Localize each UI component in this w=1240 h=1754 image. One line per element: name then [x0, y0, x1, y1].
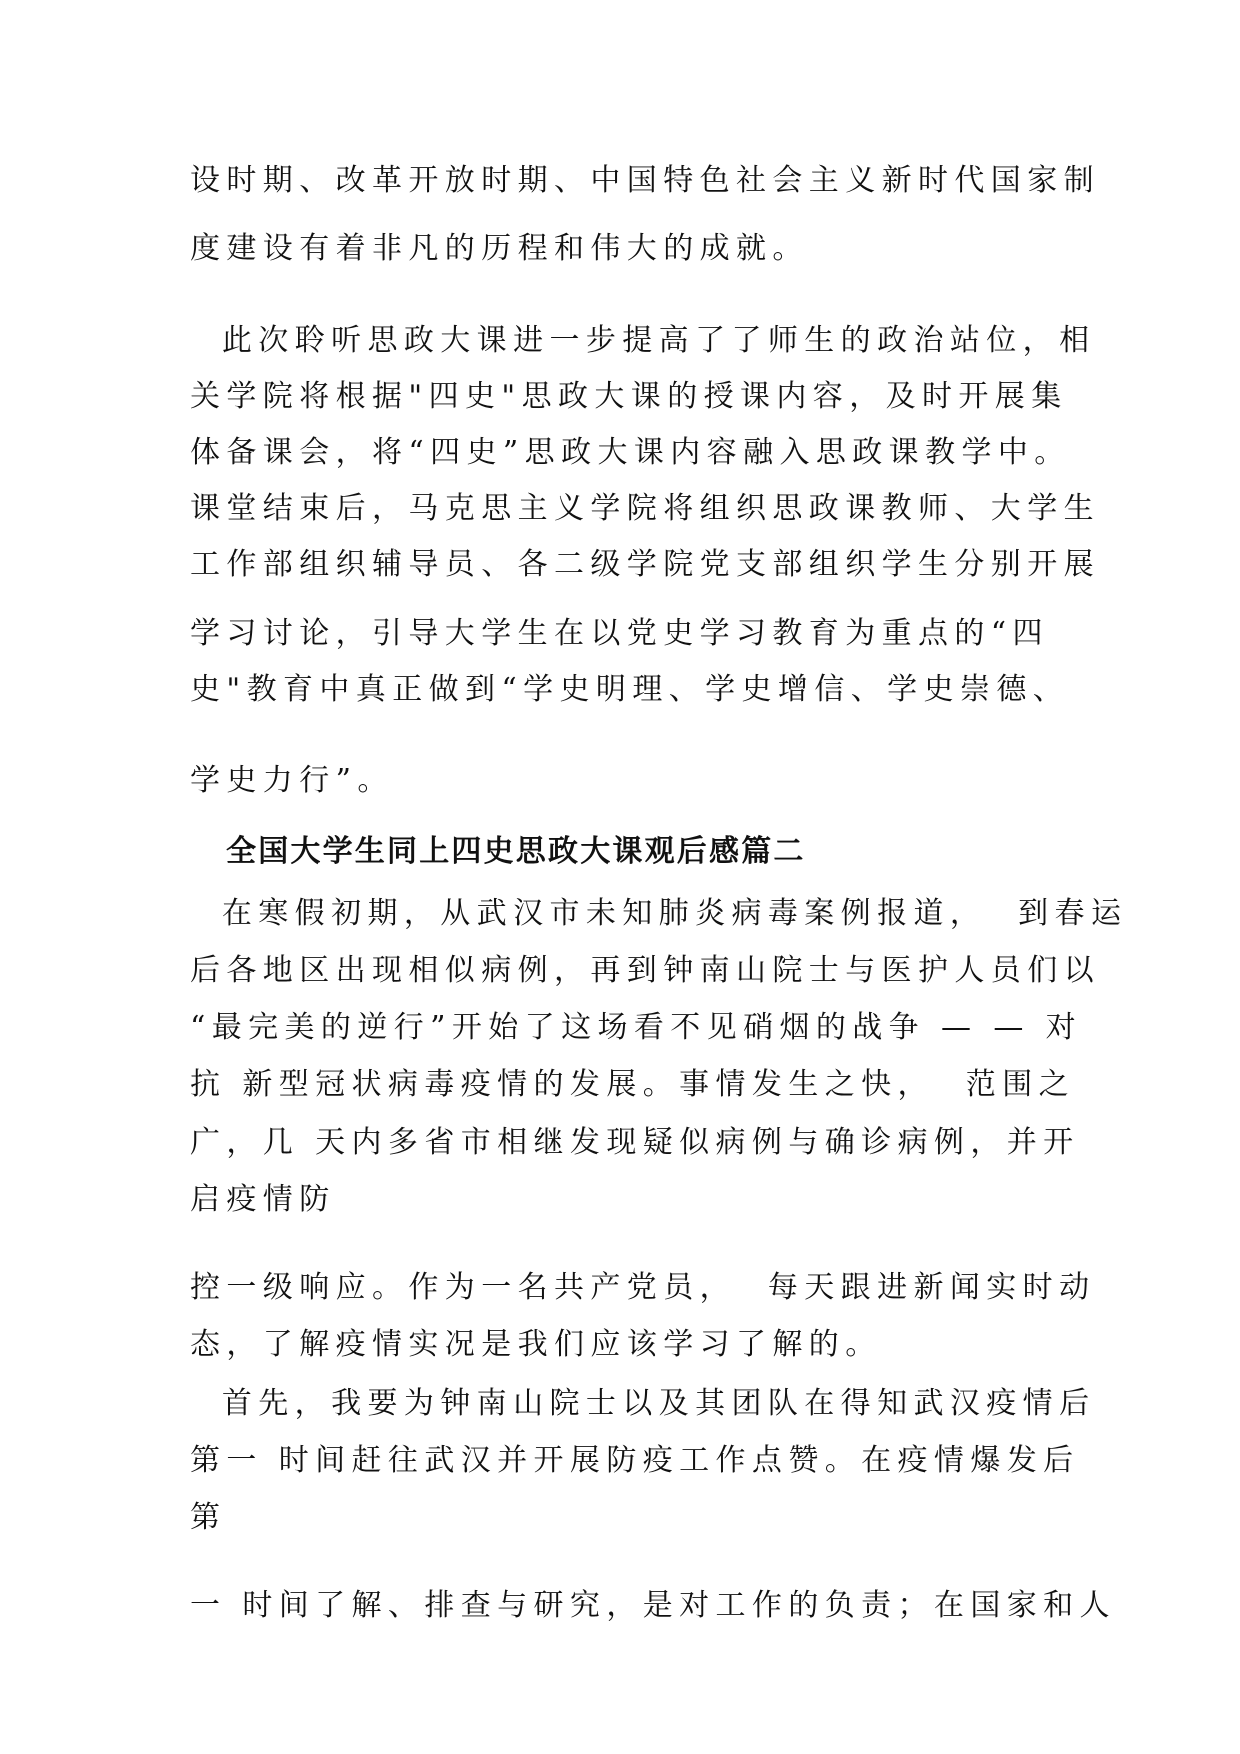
paragraph-line: 第一 时间赶往武汉并开展防疫工作点赞。在疫情爆发后: [190, 1443, 1080, 1478]
paragraph-line: 设时期、改革开放时期、中国特色社会主义新时代国家制: [190, 163, 1100, 198]
paragraph-line: 课堂结束后，马克思主义学院将组织思政课教师、大学生: [190, 491, 1100, 526]
paragraph-line: 控一级响应。作为一名共产党员， 每天跟进新闻实时动: [190, 1270, 1096, 1305]
paragraph-line: 后各地区出现相似病例，再到钟南山院士与医护人员们以: [190, 953, 1100, 988]
paragraph-line: 首先，我要为钟南山院士以及其团队在得知武汉疫情后: [190, 1386, 1096, 1421]
paragraph-line: 学史力行”。: [190, 763, 394, 798]
paragraph-line: 在寒假初期，从武汉市未知肺炎病毒案例报道， 到春运: [190, 896, 1128, 931]
paragraph-line: 一 时间了解、排查与研究，是对工作的负责；在国家和人: [190, 1588, 1116, 1623]
paragraph-line: 体备课会，将“四史”思政大课内容融入思政课教学中。: [190, 435, 1071, 470]
section-heading: 全国大学生同上四史思政大课观后感篇二: [226, 834, 806, 869]
paragraph-line: 关学院将根据"四史"思政大课的授课内容，及时开展集: [190, 379, 1068, 414]
paragraph-line: 学习讨论，引导大学生在以党史学习教育为重点的“四: [190, 616, 1049, 651]
paragraph-line: 第: [190, 1500, 227, 1535]
paragraph-line: 此次聆听思政大课进一步提高了了师生的政治站位，相: [190, 323, 1096, 358]
paragraph-line: 度建设有着非凡的历程和伟大的成就。: [190, 231, 809, 266]
paragraph-line: 抗 新型冠状病毒疫情的发展。事情发生之快， 范围之: [190, 1067, 1076, 1102]
paragraph-line: 工作部组织辅导员、各二级学院党支部组织学生分别开展: [190, 547, 1100, 582]
paragraph-line: 广，几 天内多省市相继发现疑似病例与确诊病例，并开: [190, 1125, 1080, 1160]
paragraph-line: 启疫情防: [190, 1182, 336, 1217]
paragraph-line: “最完美的逆行”开始了这场看不见硝烟的战争 — — 对: [190, 1010, 1083, 1045]
paragraph-line: 态，了解疫情实况是我们应该学习了解的。: [190, 1327, 882, 1362]
paragraph-line: 史"教育中真正做到“学史明理、学史增信、学史崇德、: [190, 672, 1070, 707]
